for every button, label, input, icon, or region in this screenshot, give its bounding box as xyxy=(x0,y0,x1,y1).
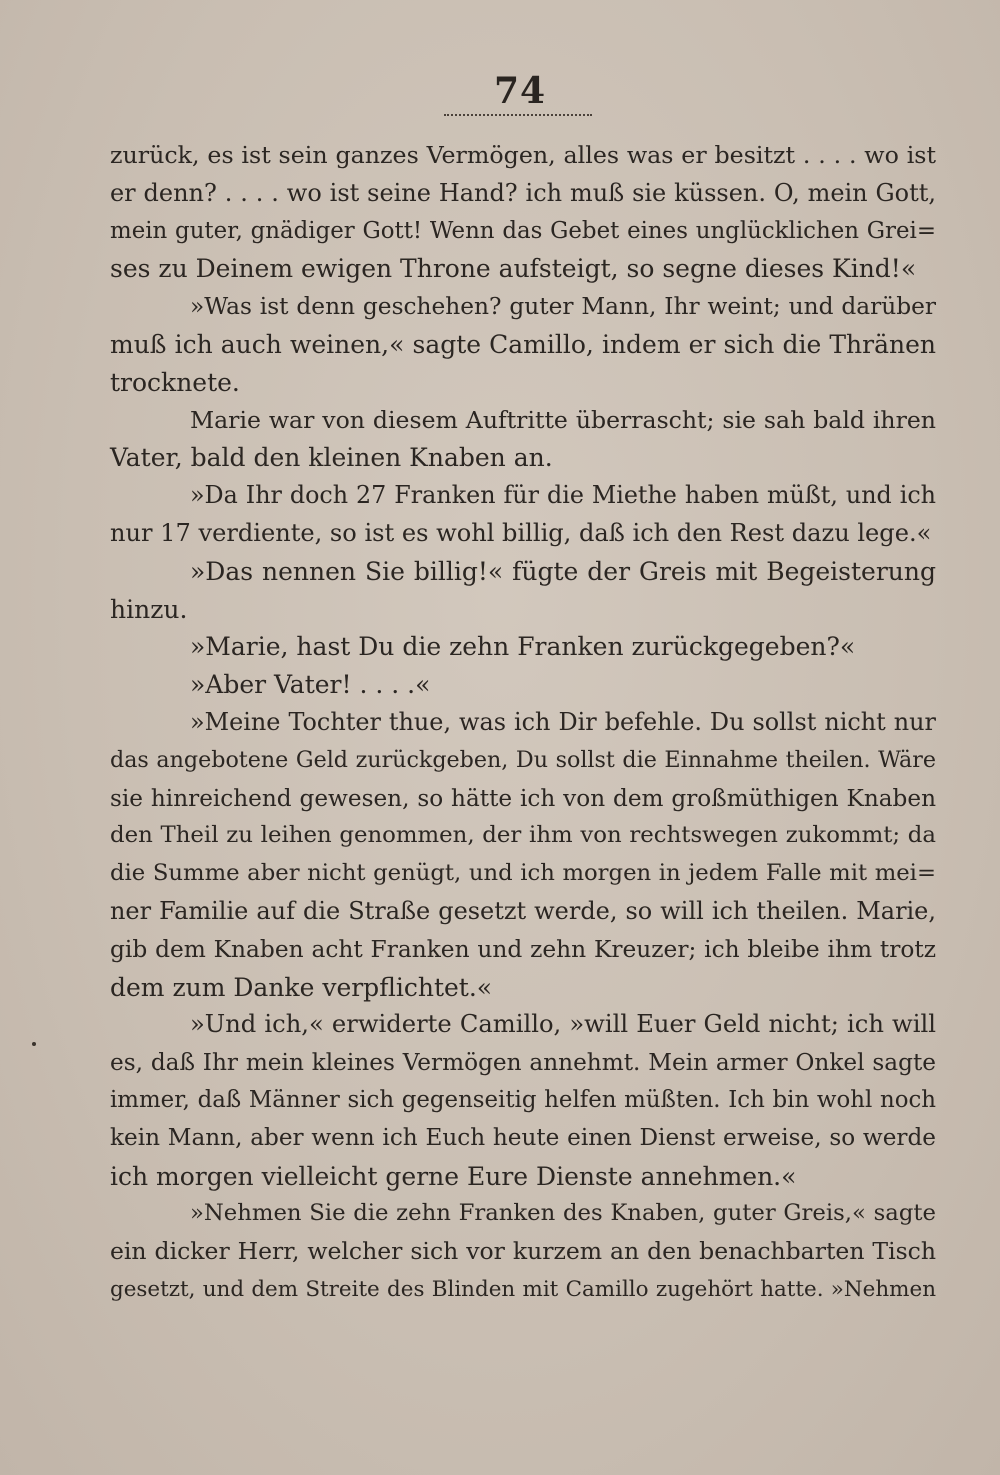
text-line: »Was ist denn geschehen? guter Mann, Ihr weint; und darüber xyxy=(190,293,936,321)
text-line: »Nehmen Sie die zehn Franken des Knaben, guter Greis,« sagte xyxy=(190,1200,936,1227)
page-number: 74 xyxy=(493,70,547,112)
text-line: nur 17 verdiente, so ist es wohl billig, daß ich den Rest dazu lege.« xyxy=(110,518,932,547)
text-line: gesetzt, und dem Streite des Blinden mit Camillo zugehört hatte. »Nehmen xyxy=(110,1276,936,1302)
text-line: dem zum Danke verpflichtet.« xyxy=(110,972,493,1002)
text-line: »Marie, hast Du die zehn Franken zurückgegeben?« xyxy=(190,632,856,662)
text-line: Vater, bald den kleinen Knaben an. xyxy=(110,443,553,473)
body-text xyxy=(110,137,936,1309)
text-line: »Das nennen Sie billig!« fügte der Greis mit Begeisterung xyxy=(190,556,936,586)
text-line: trocknete. xyxy=(110,367,240,397)
ink-speck xyxy=(32,1042,36,1046)
text-line: ich morgen vielleicht gerne Eure Dienste annehmen.« xyxy=(110,1161,797,1191)
text-line: den Theil zu leihen genommen, der ihm von rechtswegen zukommt; da xyxy=(110,822,936,849)
text-line: es, daß Ihr mein kleines Vermögen annehmt. Mein armer Onkel sagte xyxy=(110,1049,936,1077)
text-line: er denn? . . . . wo ist seine Hand? ich muß sie küssen. O, mein Gott, xyxy=(110,178,936,207)
text-line: muß ich auch weinen,« sagte Camillo, indem er sich die Thränen xyxy=(110,329,936,359)
text-line: immer, daß Männer sich gegenseitig helfen müßten. Ich bin wohl noch xyxy=(110,1086,936,1113)
text-line: kein Mann, aber wenn ich Euch heute einen Dienst erweise, so werde xyxy=(110,1124,936,1151)
text-line: ner Familie auf die Straße gesetzt werde, so will ich theilen. Marie, xyxy=(110,896,936,925)
text-line: »Meine Tochter thue, was ich Dir befehle. Du sollst nicht nur xyxy=(190,707,936,736)
text-line: »Und ich,« erwiderte Camillo, »will Euer Geld nicht; ich will xyxy=(190,1010,936,1039)
text-line: sie hinreichend gewesen, so hätte ich von dem großmüthigen Knaben xyxy=(110,784,936,812)
text-line: mein guter, gnädiger Gott! Wenn das Gebet eines unglücklichen Grei= xyxy=(110,217,936,244)
text-line: Marie war von diesem Auftritte überrascht; sie sah bald ihren xyxy=(190,405,936,434)
text-line: hinzu. xyxy=(110,594,188,624)
text-line: die Summe aber nicht genügt, und ich morgen in jedem Falle mit mei= xyxy=(110,860,936,887)
text-line: ses zu Deinem ewigen Throne aufsteigt, so segne dieses Kind!« xyxy=(110,254,917,284)
text-line: das angebotene Geld zurückgeben, Du sollst die Einnahme theilen. Wäre xyxy=(110,746,936,773)
text-line: »Aber Vater! . . . .« xyxy=(190,670,431,700)
text-line: zurück, es ist sein ganzes Vermögen, alles was er besitzt . . . . wo ist xyxy=(110,141,936,169)
text-line: gib dem Knaben acht Franken und zehn Kreuzer; ich bleibe ihm trotz xyxy=(110,935,936,963)
text-line: »Da Ihr doch 27 Franken für die Miethe haben müßt, und ich xyxy=(190,481,936,510)
text-line: ein dicker Herr, welcher sich vor kurzem an den benachbarten Tisch xyxy=(110,1237,936,1266)
page-number-rule xyxy=(444,114,592,116)
